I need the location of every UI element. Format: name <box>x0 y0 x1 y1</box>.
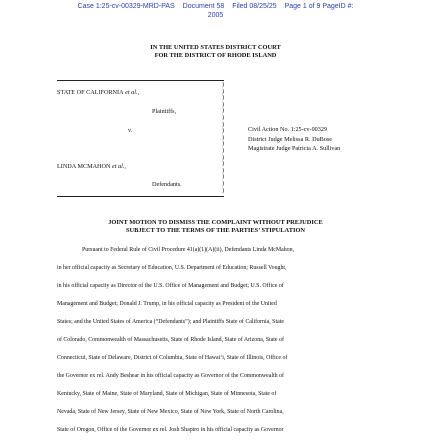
civil-action-number: Civil Action No. 1:25-cv-00329 <box>248 126 328 133</box>
body-line: State of Oregon, Office of the Governor ex rel. Josh Shapiro in his official capacity as Governor <box>57 427 284 433</box>
body-line: Pursuant to Federal Rule of Civil Procedure 41(a)(1)(A)(ii), Defendants Linda McMahon, <box>82 247 295 253</box>
page-id: 2005 <box>207 11 224 19</box>
plaintiffs-label: Plaintiffs, <box>152 108 177 115</box>
body-line: States; and the United States of America (“Defendants”); and Plaintiffs State of California, State <box>57 319 284 325</box>
motion-title-line1: JOINT MOTION TO DISMISS THE COMPLAINT WITHOUT PREJUDICE <box>108 219 323 226</box>
filed-date: Filed 08/25/25 <box>232 3 277 10</box>
document-number: Document 58 <box>182 3 225 10</box>
body-line: the Governor ex rel. Andy Beshear in his official capacity as Governor of the Commonwealth of <box>57 373 284 379</box>
court-name-line2: FOR THE DISTRICT OF RHODE ISLAND <box>154 52 277 59</box>
body-line: Management and Budget; Donald J. Trump, in his official capacity as President of the United <box>57 301 277 307</box>
defendants-label: Defendants. <box>152 181 182 188</box>
motion-title-line2: SUBJECT TO THE TERMS OF THE PARTIES’ STIPULATION <box>125 227 306 234</box>
page-info: Page 1 of 9 PageID #: <box>284 3 354 10</box>
defendant-party: LINDA MCMAHON et al., <box>57 163 126 170</box>
body-line: Connecticut, State of Delaware, District of Columbia, State of Hawai‘i, State of Illinois, Office of <box>57 355 288 361</box>
court-name-line1: IN THE UNITED STATES DISTRICT COURT <box>150 44 281 51</box>
plaintiff-party: STATE OF CALIFORNIA et al., <box>57 89 140 96</box>
case-number: Case 1:25-cv-00329-MRD-PAS <box>77 3 175 10</box>
magistrate-judge: Magistrate Judge Patricia A. Sullivan <box>248 145 341 152</box>
body-line: of Colorado, Commonwealth of Massachusetts, State of Rhode Island, State of Arizona, State of <box>57 337 284 343</box>
body-line: in his official capacity as Director of the U.S. Office of Management and Budget; U.S. Office of <box>57 283 284 289</box>
ecf-header <box>0 3 431 20</box>
versus: v. <box>128 127 133 134</box>
body-line: in her official capacity as Secretary of Education, U.S. Department of Education; Russell Vought, <box>57 265 287 271</box>
caption-bracket: ) ) ) ) ) ) ) ) ) ) ) ) ) ) ) ) ) <box>222 81 225 194</box>
body-line: Kentucky, State of Maine, State of Maryland, State of Michigan, State of Minnesota, State of <box>57 391 277 397</box>
caption-top-rule <box>57 80 224 81</box>
caption-bottom-rule <box>57 196 224 197</box>
body-line: Nevada, State of New Jersey, State of New Mexico, State of New York, State of North Carolina, <box>57 409 284 415</box>
district-judge: District Judge Melissa R. DuBose <box>248 136 333 143</box>
